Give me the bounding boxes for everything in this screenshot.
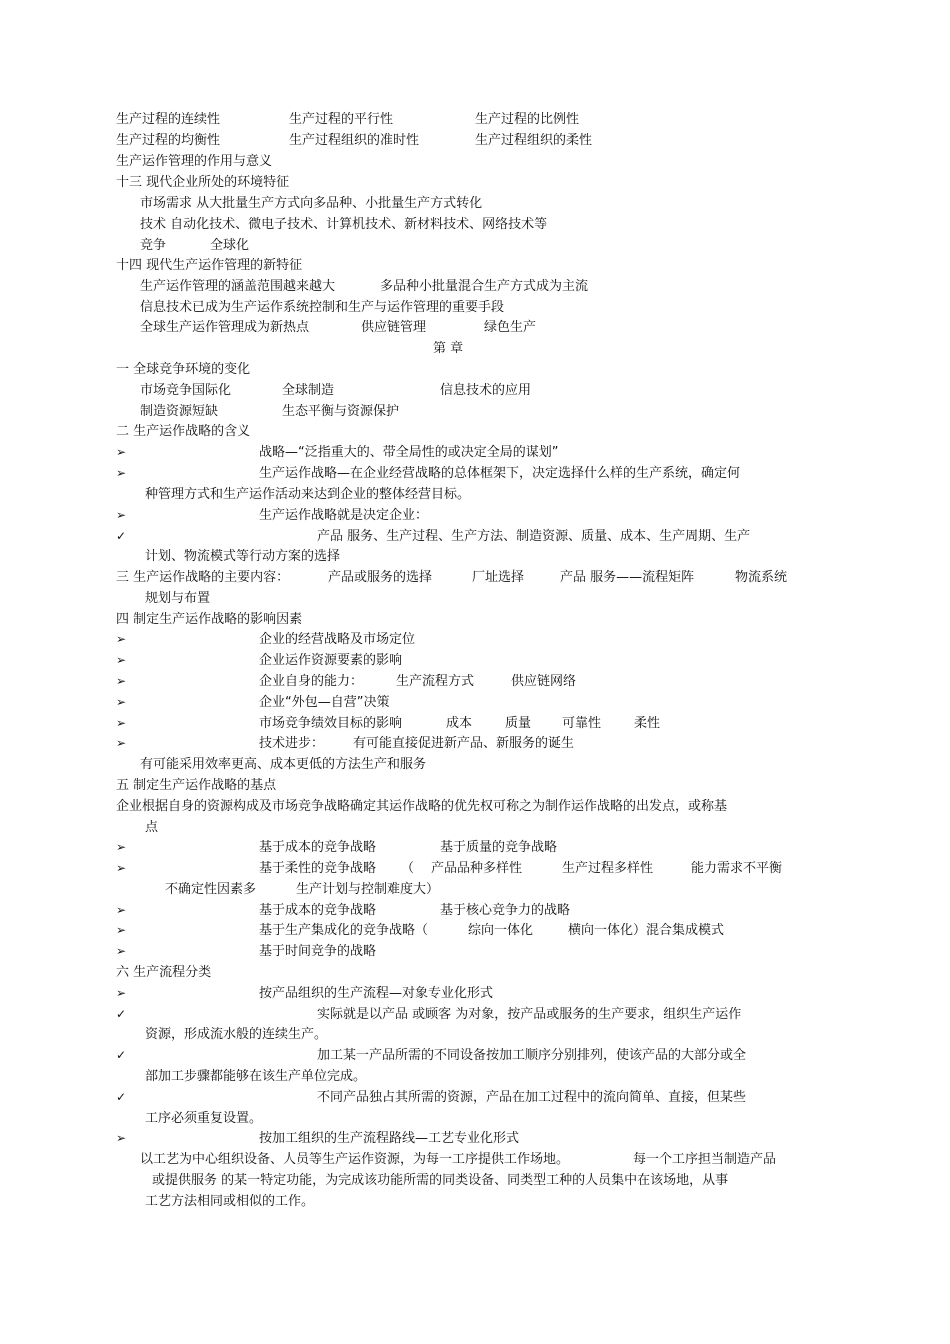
arrow-bullet-icon: ➢ (116, 716, 127, 730)
checkmark-bullet-icon: ✓ (116, 1048, 127, 1062)
text-line: 技术进步： (259, 736, 325, 751)
checkmark-bullet-icon: ✓ (116, 529, 127, 543)
text-line: 十四 现代生产运作管理的新特征 (116, 258, 303, 273)
text-line: 多品种小批量混合生产方式成为主流 (380, 279, 589, 294)
text-line: 生产流程方式 (396, 674, 475, 689)
text-line: 规划与布置 (145, 591, 211, 606)
arrow-bullet-icon: ➢ (116, 695, 127, 709)
text-line: 生产过程的均衡性 (116, 133, 221, 148)
text-line: 六 生产流程分类 (116, 965, 212, 980)
text-line: 企业自身的能力： (259, 674, 364, 689)
text-line: 成本 (446, 716, 473, 731)
text-line: 按产品组织的生产流程—对象专业化形式 (259, 986, 494, 1001)
text-line: 绿色生产 (484, 320, 537, 335)
text-line: 种管理方式和生产运作活动来达到企业的整体经营目标。 (145, 487, 471, 502)
text-line: 不同产品独占其所需的资源，产品在加工过程中的流向简单、直接，但某些 (317, 1090, 747, 1105)
text-line: 横向一体化）混合集成模式 (568, 923, 725, 938)
checkmark-bullet-icon: ✓ (116, 1090, 127, 1104)
text-line: 生态平衡与资源保护 (282, 404, 400, 419)
text-line: 四 制定生产运作战略的影响因素 (116, 612, 303, 627)
text-line: 第 章 (433, 341, 464, 356)
text-line: 三 生产运作战略的主要内容： (116, 570, 290, 585)
text-line: 工序必须重复设置。 (145, 1111, 263, 1126)
text-line: 厂址选择 (472, 570, 525, 585)
text-line: 一 全球竞争环境的变化 (116, 362, 251, 377)
text-line: 企业根据自身的资源构成及市场竞争战略确定其运作战略的优先权可称之为制作运作战略的出发点，或称基 (116, 799, 728, 814)
text-line: 生产运作管理的作用与意义 (116, 154, 273, 169)
text-line: 能力需求不平衡 (691, 861, 783, 876)
text-line: 可靠性 (562, 716, 602, 731)
arrow-bullet-icon: ➢ (116, 653, 127, 667)
text-line: 十三 现代企业所处的环境特征 (116, 175, 290, 190)
text-line: 企业的经营战略及市场定位 (259, 632, 416, 647)
text-line: 战略—“泛指重大的、带全局性的或决定全局的谋划” (259, 445, 559, 460)
arrow-bullet-icon: ➢ (116, 986, 127, 1000)
text-line: 基于成本的竞争战略 (259, 903, 377, 918)
text-line: 市场竞争绩效目标的影响 (259, 716, 403, 731)
text-line: 生产过程的平行性 (289, 112, 394, 127)
text-line: 竞争 (140, 238, 167, 253)
text-line: 资源，形成流水般的连续生产。 (145, 1027, 328, 1042)
text-line: 制造资源短缺 (140, 404, 219, 419)
arrow-bullet-icon: ➢ (116, 736, 127, 750)
text-line: 基于核心竞争力的战略 (440, 903, 571, 918)
text-line: 基于柔性的竞争战略 (259, 861, 377, 876)
text-line: 点 (145, 820, 159, 835)
text-line: 供应链管理 (361, 320, 427, 335)
text-line: 生产计划与控制难度大） (296, 882, 440, 897)
text-line: 综向一体化 (468, 923, 534, 938)
text-line: 企业“外包—自营”决策 (259, 695, 390, 710)
text-line: 柔性 (634, 716, 661, 731)
text-line: 部加工步骤都能够在该生产单位完成。 (145, 1069, 367, 1084)
text-line: 工艺方法相同或相似的工作。 (145, 1194, 315, 1209)
text-line: 基于成本的竞争战略 (259, 840, 377, 855)
text-line: 生产运作战略就是决定企业： (259, 508, 429, 523)
text-line: 全球生产运作管理成为新热点 (140, 320, 310, 335)
text-line: 生产过程的比例性 (475, 112, 580, 127)
text-line: 市场竞争国际化 (140, 383, 232, 398)
arrow-bullet-icon: ➢ (116, 445, 127, 459)
text-line: 质量 (505, 716, 532, 731)
text-line: 计划、物流模式等行动方案的选择 (145, 549, 341, 564)
arrow-bullet-icon: ➢ (116, 903, 127, 917)
text-line: 加工某一产品所需的不同设备按加工顺序分别排列，使该产品的大部分或全 (317, 1048, 747, 1063)
text-line: 有可能直接促进新产品、新服务的诞生 (353, 736, 575, 751)
arrow-bullet-icon: ➢ (116, 1131, 127, 1145)
text-line: 五 制定生产运作战略的基点 (116, 778, 277, 793)
text-line: 二 生产运作战略的含义 (116, 424, 251, 439)
text-line: 信息技术的应用 (440, 383, 532, 398)
text-line: 产品 服务——流程矩阵 (560, 570, 695, 585)
text-line: 供应链网络 (511, 674, 577, 689)
arrow-bullet-icon: ➢ (116, 508, 127, 522)
text-line: 全球制造 (282, 383, 335, 398)
arrow-bullet-icon: ➢ (116, 674, 127, 688)
text-line: 不确定性因素多 (165, 882, 257, 897)
text-line: 全球化 (210, 238, 250, 253)
arrow-bullet-icon: ➢ (116, 632, 127, 646)
arrow-bullet-icon: ➢ (116, 944, 127, 958)
text-line: 生产运作管理的涵盖范围越来越大 (140, 279, 336, 294)
text-line: 生产过程组织的柔性 (475, 133, 593, 148)
text-line: 生产运作战略—在企业经营战略的总体框架下，决定选择什么样的生产系统，确定何 (259, 466, 741, 481)
text-line: 以工艺为中心组织设备、人员等生产运作资源，为每一工序提供工作场地。 (140, 1152, 570, 1167)
checkmark-bullet-icon: ✓ (116, 1007, 127, 1021)
text-line: 产品或服务的选择 (328, 570, 433, 585)
text-line: 产品 服务、生产过程、生产方法、制造资源、质量、成本、生产周期、生产 (317, 529, 751, 544)
text-line: 技术 自动化技术、微电子技术、计算机技术、新材料技术、网络技术等 (140, 217, 548, 232)
text-line: 生产过程的连续性 (116, 112, 221, 127)
text-line: 企业运作资源要素的影响 (259, 653, 403, 668)
text-line: 基于生产集成化的竞争战略（ (259, 923, 429, 938)
text-line: 实际就是以产品 或顾客 为对象，按产品或服务的生产要求，组织生产运作 (317, 1007, 742, 1022)
text-line: 有可能采用效率更高、成本更低的方法生产和服务 (140, 757, 427, 772)
arrow-bullet-icon: ➢ (116, 840, 127, 854)
text-line: 信息技术已成为生产运作系统控制和生产与运作管理的重要手段 (140, 300, 505, 315)
text-line: 按加工组织的生产流程路线—工艺专业化形式 (259, 1131, 520, 1146)
arrow-bullet-icon: ➢ (116, 923, 127, 937)
text-line: 市场需求 从大批量生产方式向多品种、小批量生产方式转化 (140, 196, 483, 211)
text-line: 生产过程组织的准时性 (289, 133, 420, 148)
text-line: 或提供服务 的某一特定功能，为完成该功能所需的同类设备、同类型工种的人员集中在该场地，从事 (152, 1173, 729, 1188)
text-line: 基于质量的竞争战略 (440, 840, 558, 855)
text-line: 生产过程多样性 (562, 861, 654, 876)
arrow-bullet-icon: ➢ (116, 466, 127, 480)
text-line: 物流系统 (735, 570, 788, 585)
text-line: 每一个工序担当制造产品 (633, 1152, 777, 1167)
text-line: 基于时间竞争的战略 (259, 944, 377, 959)
arrow-bullet-icon: ➢ (116, 861, 127, 875)
text-line: （ (401, 861, 415, 876)
text-line: 产品品种多样性 (431, 861, 523, 876)
